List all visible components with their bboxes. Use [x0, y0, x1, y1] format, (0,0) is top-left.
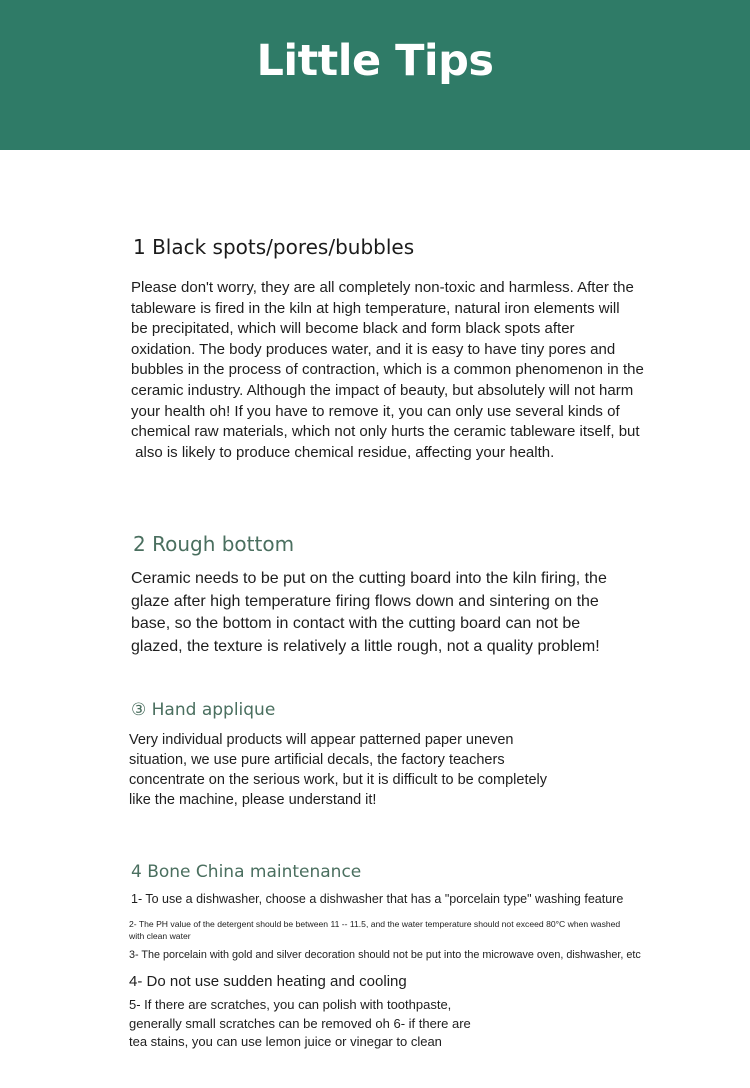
body-line: 2- The PH value of the detergent should be between 11 -- 11.5, and the water temperature should not exceed 80°C when washed: [129, 919, 621, 929]
body-line: like the machine, please understand it!: [129, 792, 377, 808]
body-line: be precipitated, which will become black and form black spots after: [131, 320, 575, 338]
maintenance-item-5: [129, 996, 471, 1052]
body-line: glazed, the texture is relatively a little rough, not a quality problem!: [131, 637, 600, 655]
body-line: glaze after high temperature firing flows down and sintering on the: [131, 592, 599, 610]
body-line: ceramic industry. Although the impact of beauty, but absolutely will not harm: [131, 381, 634, 399]
maintenance-item-4: 4- Do not use sudden heating and cooling: [129, 973, 407, 990]
body-line: Very individual products will appear patterned paper uneven: [129, 732, 514, 748]
body-line: your health oh! If you have to remove it, you can only use several kinds of: [131, 402, 620, 420]
body-line: oxidation. The body produces water, and it is easy to have tiny pores and: [131, 340, 616, 358]
body-line: with clean water: [129, 931, 191, 941]
section-body-hand-applique: [129, 730, 547, 810]
page-title: Little Tips: [256, 36, 494, 86]
body-line: chemical raw materials, which not only hurts the ceramic tableware itself, but: [131, 423, 640, 441]
section-body-black-spots: [131, 278, 644, 463]
body-line: concentrate on the serious work, but it is difficult to be completely: [129, 772, 548, 788]
section-body-rough-bottom: [131, 568, 607, 658]
body-line: Please don't worry, they are all completely non-toxic and harmless. After the: [131, 279, 634, 296]
body-line: also is likely to produce chemical residue, affecting your health.: [131, 443, 555, 461]
section-heading-hand-applique: ③ Hand applique: [131, 700, 276, 720]
section-heading-black-spots: 1 Black spots/pores/bubbles: [133, 235, 415, 259]
section-heading-bone-china: 4 Bone China maintenance: [131, 862, 362, 882]
maintenance-item-1: 1- To use a dishwasher, choose a dishwasher that has a "porcelain type" washing feature: [131, 892, 624, 906]
body-line: situation, we use pure artificial decals, the factory teachers: [129, 752, 505, 768]
body-line: Ceramic needs to be put on the cutting board into the kiln firing, the: [131, 570, 607, 587]
maintenance-item-2: [129, 918, 620, 942]
title-banner: [0, 0, 750, 150]
section-heading-rough-bottom: 2 Rough bottom: [133, 532, 295, 556]
body-line: tableware is fired in the kiln at high temperature, natural iron elements will: [131, 299, 620, 317]
body-line: 5- If there are scratches, you can polish with toothpaste,: [129, 997, 452, 1012]
body-line: base, so the bottom in contact with the cutting board can not be: [131, 615, 581, 632]
body-line: tea stains, you can use lemon juice or vinegar to clean: [129, 1034, 442, 1049]
maintenance-item-3: 3- The porcelain with gold and silver decoration should not be put into the microwave oven, dishwasher, etc: [129, 949, 641, 961]
body-line: bubbles in the process of contraction, which is a common phenomenon in the: [131, 361, 644, 379]
body-line: generally small scratches can be removed oh 6- if there are: [129, 1015, 471, 1031]
